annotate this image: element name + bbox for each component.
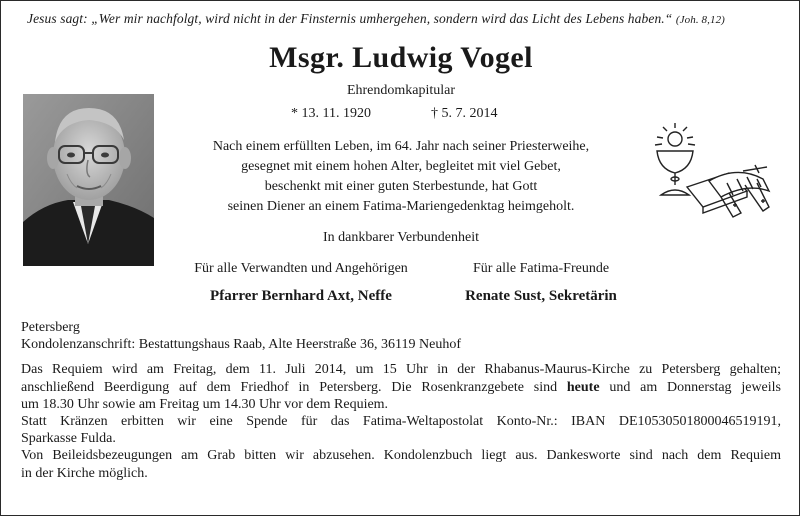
obituary-line: seinen Diener an einem Fatima-Mariengedenktag heimgeholt. <box>227 199 575 214</box>
chalice-stole-icon <box>637 121 773 221</box>
requiem-today: heute <box>566 379 600 395</box>
requiem-line <box>21 379 781 396</box>
donation-line: Statt Kränzen erbitten wir eine Spende für das Fatima-Weltapostolat Konto-Nr.: IBAN DE10530501800046519191, <box>21 414 781 430</box>
place: Petersberg <box>21 320 80 335</box>
obituary-text <box>186 137 616 217</box>
requiem-text: anschließend Beerdigung auf dem Friedhof in Petersberg. Die Rosenkranzgebete sind <box>21 379 567 395</box>
death-date: † 5. 7. 2014 <box>431 106 498 121</box>
details-section <box>21 319 781 482</box>
family-right: Für alle Fatima-Freunde <box>472 261 610 276</box>
quote-text: Jesus sagt: „Wer mir nachfolgt, wird nicht in der Finsternis umhergehen, sondern wird das Licht des Lebens haben.“ <box>27 11 673 26</box>
family-left: Für alle Verwandten und Angehörigen <box>194 261 408 276</box>
quote-reference: (Joh. 8,12) <box>675 14 725 26</box>
portrait-photo <box>23 94 154 266</box>
requiem-line: Das Requiem wird am Freitag, dem 11. Juli 2014, um 15 Uhr in der Rhabanus-Maurus-Kirche zu Petersberg gehalten; <box>21 362 781 378</box>
condolence-address: Kondolenzanschrift: Bestattungshaus Raab, Alte Heerstraße 36, 36119 Neuhof <box>21 337 461 353</box>
thanks-line: In dankbarer Verbundenheit <box>322 230 480 245</box>
birth-date: * 13. 11. 1920 <box>291 106 371 121</box>
requiem-line: um 18.30 Uhr sowie am Freitag um 14.30 Uhr vor dem Requiem. <box>21 396 389 412</box>
donation-line: Sparkasse Fulda. <box>21 431 116 447</box>
requiem-info <box>21 361 781 481</box>
closing-line: Von Beileidsbezeugungen am Grab bitten wir abzusehen. Kondolenzbuch liegt aus. Dankesworte sind nach dem Requiem <box>21 448 781 464</box>
honorific-title: Ehrendomkapitular <box>346 83 456 98</box>
signature-left: Pfarrer Bernhard Axt, Neffe <box>210 288 392 304</box>
signature-right: Renate Sust, Sekretärin <box>465 288 617 304</box>
requiem-text: und am Donnerstag jeweils <box>599 379 781 395</box>
bible-quote <box>27 11 777 27</box>
obituary-line: beschenkt mit einer guten Sterbestunde, hat Gott <box>264 179 538 194</box>
obituary-line: Nach einem erfüllten Leben, im 64. Jahr nach seiner Priesterweihe, <box>212 139 590 154</box>
obituary-line: gesegnet mit einem hohen Alter, begleitet mit viel Gebet, <box>241 159 561 174</box>
deceased-name: Msgr. Ludwig Vogel <box>269 41 533 74</box>
closing-line: in der Kirche möglich. <box>21 465 148 481</box>
portrait-image <box>23 94 154 266</box>
